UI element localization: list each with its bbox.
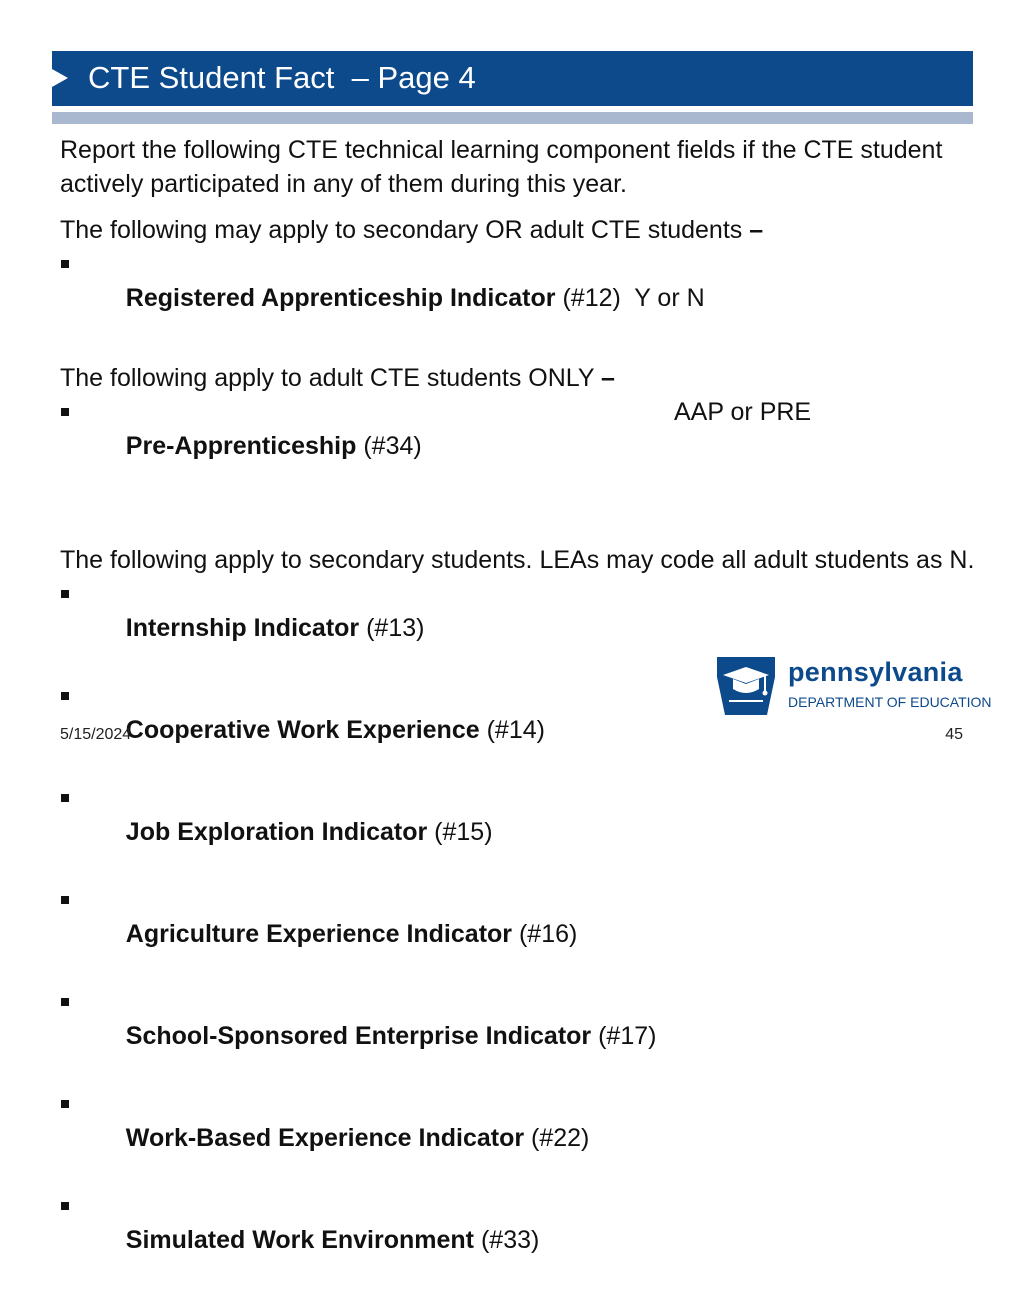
field-name: Internship Indicator: [125, 614, 360, 642]
field-detail: (#17): [591, 1022, 657, 1050]
keystone-mortarboard-icon: [715, 655, 777, 717]
section2-lead-text: The following apply to adult CTE students ONLY: [60, 364, 595, 392]
logo-wordmark: pennsylvania: [788, 657, 963, 687]
list-item: [60, 247, 980, 349]
field-detail: (#13): [359, 614, 425, 642]
field-detail: (#34): [356, 432, 422, 460]
field-name: School-Sponsored Enterprise Indicator: [125, 1022, 592, 1050]
list-item: [60, 985, 980, 1087]
list-item: [60, 883, 980, 985]
field-name: Job Exploration Indicator: [125, 818, 428, 846]
field-name: Pre-Apprenticeship: [125, 432, 357, 460]
list-item: [60, 395, 980, 497]
title-arrow-icon: [52, 69, 68, 87]
field-detail: (#15): [427, 818, 493, 846]
bullet-icon: [61, 896, 69, 904]
bullet-icon: [61, 692, 69, 700]
bullet-icon: [61, 1100, 69, 1108]
section2-lead: [60, 361, 980, 395]
page-number: 45: [945, 726, 963, 743]
field-detail: (#16): [512, 920, 578, 948]
bullet-icon: [61, 260, 69, 268]
field-name: Work-Based Experience Indicator: [125, 1124, 525, 1152]
pa-education-logo: [715, 655, 992, 717]
title-bar: [52, 51, 973, 106]
bullet-icon: [61, 1202, 69, 1210]
list-item: [60, 1189, 980, 1291]
title-underline: [52, 112, 973, 124]
slide-title: CTE Student Fact – Page 4: [88, 60, 476, 95]
field-name: Cooperative Work Experience: [125, 716, 480, 744]
section1-dash: –: [749, 216, 764, 244]
list-item: [60, 781, 980, 883]
field-detail: (#22): [524, 1124, 590, 1152]
logo-subtitle: DEPARTMENT OF EDUCATION: [788, 694, 992, 710]
bullet-icon: [61, 794, 69, 802]
section2-dash: –: [601, 364, 615, 392]
field-detail: (#12) Y or N: [555, 284, 705, 312]
intro-paragraph: Report the following CTE technical learning component fields if the CTE student actively participated in any of them during this year.: [60, 136, 943, 198]
bullet-icon: [61, 408, 69, 416]
list-item: [60, 1087, 980, 1189]
field-name: Simulated Work Environment: [125, 1226, 475, 1254]
field-detail: (#14): [479, 716, 545, 744]
field-name: Registered Apprenticeship Indicator: [125, 284, 556, 312]
section3-lead: The following apply to secondary students. LEAs may code all adult students as N.: [60, 546, 975, 574]
field-name: Agriculture Experience Indicator: [125, 920, 513, 948]
section1-lead-text: The following may apply to secondary OR adult CTE students: [60, 216, 743, 244]
bullet-icon: [61, 590, 69, 598]
field-values: AAP or PRE: [674, 398, 812, 426]
footer-date: 5/15/2024: [60, 726, 132, 743]
section1-lead: [60, 213, 980, 247]
bullet-icon: [61, 998, 69, 1006]
field-detail: (#33): [474, 1226, 540, 1254]
